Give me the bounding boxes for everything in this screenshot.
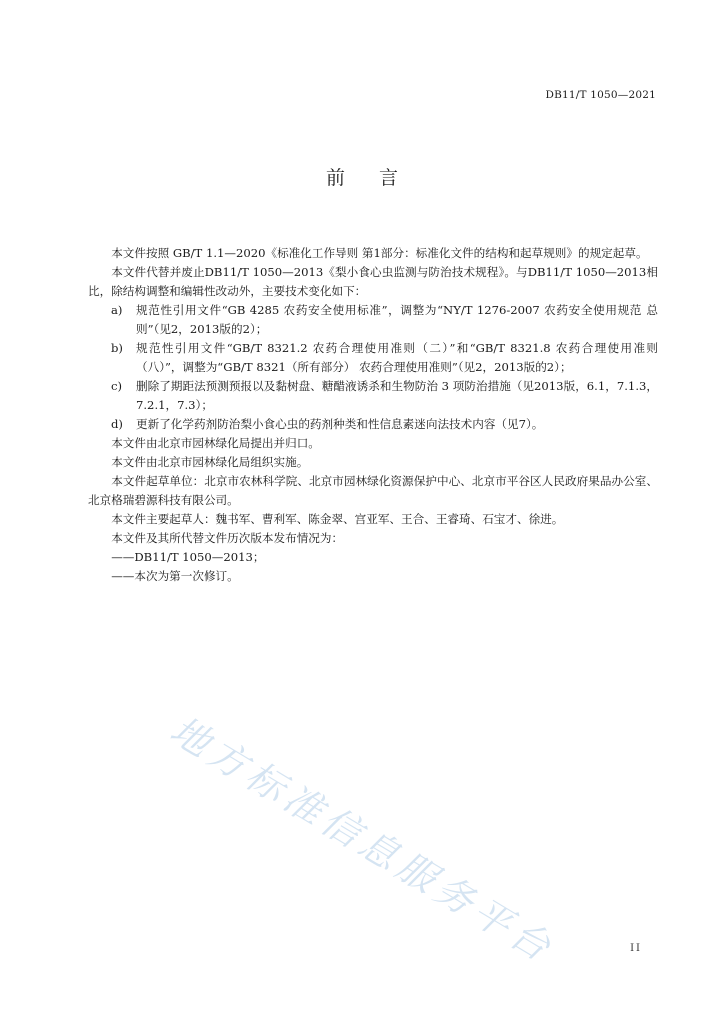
change-item-c xyxy=(88,377,658,415)
paragraph-history-intro: 本文件及其所代替文件历次版本发布情况为： xyxy=(111,531,344,545)
paragraph-replacement: 本文件代替并废止DB11/T 1050—2013《梨小食心虫监测与防治技术规程》。与DB11/T 1050—2013相比，除结构调整和编辑性改动外，主要技术变化如下： xyxy=(88,265,658,298)
change-item-b xyxy=(88,339,658,377)
change-item-a xyxy=(88,301,658,339)
paragraph-drafting-units: 本文件起草单位：北京市农林科学院、北京市园林绿化资源保护中心、北京市平谷区人民政府果品办公室、北京格瑞碧源科技有限公司。 xyxy=(88,474,658,507)
history-entry: ——本次为第一次修订。 xyxy=(111,569,239,583)
foreword-body xyxy=(88,244,658,586)
list-marker: d) xyxy=(111,417,123,431)
paragraph-implementer: 本文件由北京市园林绿化局组织实施。 xyxy=(111,455,309,469)
change-text: 规范性引用文件“GB 4285 农药安全使用标准”，调整为“NY/T 1276-2007 农药安全使用规范 总则”（见2，2013版的2）； xyxy=(136,303,658,336)
paragraph-drafting-basis: 本文件按照 GB/T 1.1—2020《标准化工作导则 第1部分：标准化文件的结构和起草规则》的规定起草。 xyxy=(111,246,648,260)
list-marker: c) xyxy=(111,379,123,393)
change-text: 规范性引用文件“GB/T 8321.2 农药合理使用准则（二）”和“GB/T 8321.8 农药合理使用准则（八）”，调整为“GB/T 8321（所有部分） 农药合理使用准则”（见2，2013版的2）； xyxy=(136,341,658,374)
change-text: 删除了期距法预测预报以及黏树盘、糖醋液诱杀和生物防治 3 项防治措施（见2013版，6.1，7.1.3，7.2.1，7.3）； xyxy=(136,379,658,412)
list-marker: b) xyxy=(111,341,123,355)
watermark: 地方标准信息服务平台 xyxy=(162,707,563,973)
change-text: 更新了化学药剂防治梨小食心虫的药剂种类和性信息素迷向法技术内容（见7）。 xyxy=(136,417,544,431)
paragraph-drafters: 本文件主要起草人：魏书军、曹利军、陈金翠、宫亚军、王合、王睿琦、石宝才、徐进。 xyxy=(111,512,564,526)
page-title: 前言 xyxy=(325,167,432,189)
page-number: II xyxy=(630,943,642,954)
history-entry: ——DB11/T 1050—2013； xyxy=(111,550,265,564)
list-marker: a) xyxy=(111,303,123,317)
paragraph-proposer: 本文件由北京市园林绿化局提出并归口。 xyxy=(111,436,320,450)
change-item-d xyxy=(88,415,658,434)
document-code: DB11/T 1050—2021 xyxy=(545,89,656,101)
